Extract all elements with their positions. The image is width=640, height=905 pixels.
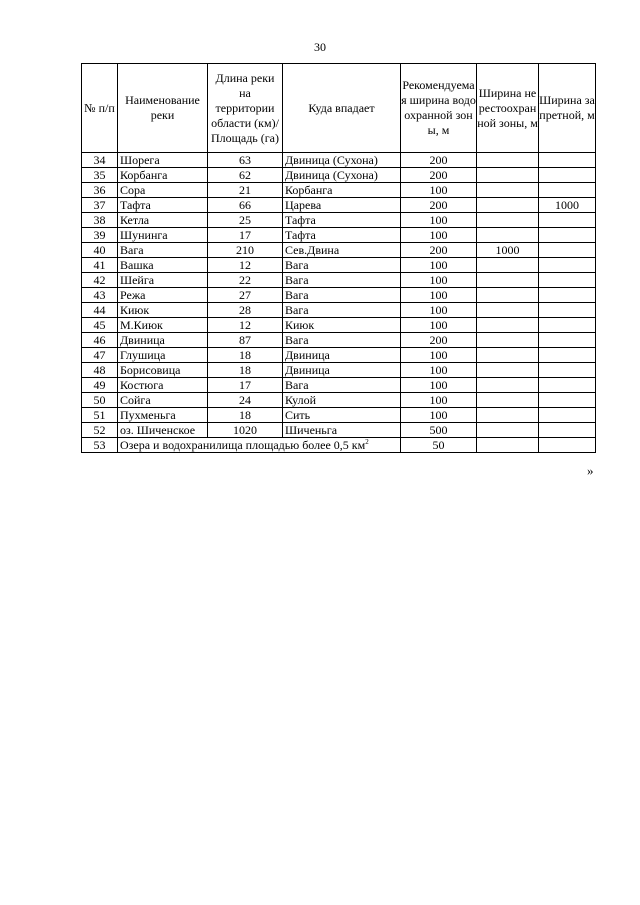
cell-recommended-width: 200	[401, 168, 477, 183]
cell-recommended-width: 100	[401, 228, 477, 243]
table-row	[82, 408, 596, 423]
table-row-lakes	[82, 438, 596, 453]
cell-length: 27	[208, 288, 283, 303]
table-row	[82, 258, 596, 273]
superscript-unit: 2	[365, 438, 369, 446]
cell-river-name: Сора	[118, 183, 208, 198]
cell-river-name: Вага	[118, 243, 208, 258]
cell-forbidden-width	[539, 393, 596, 408]
table-row	[82, 348, 596, 363]
cell-spawning-width	[477, 378, 539, 393]
cell-recommended-width: 100	[401, 318, 477, 333]
cell-flows-into: Двиница (Сухона)	[283, 168, 401, 183]
cell-recommended-width: 100	[401, 183, 477, 198]
cell-length: 66	[208, 198, 283, 213]
cell-river-name: Корбанга	[118, 168, 208, 183]
cell-forbidden-width	[539, 228, 596, 243]
cell-river-name: оз. Шиченское	[118, 423, 208, 438]
header-spawning-width: Ширина нерестоохранной зоны, м	[477, 64, 539, 153]
cell-river-name: Режа	[118, 288, 208, 303]
table-row	[82, 333, 596, 348]
header-recommended-width: Рекомендуемая ширина водоохранной зоны, м	[401, 64, 477, 153]
cell-num: 35	[82, 168, 118, 183]
cell-spawning-width	[477, 348, 539, 363]
cell-num: 53	[82, 438, 118, 453]
cell-spawning-width	[477, 318, 539, 333]
cell-num: 38	[82, 213, 118, 228]
cell-length: 18	[208, 408, 283, 423]
cell-forbidden-width	[539, 258, 596, 273]
cell-flows-into: Двиница (Сухона)	[283, 153, 401, 168]
cell-recommended-width: 100	[401, 288, 477, 303]
cell-num: 34	[82, 153, 118, 168]
cell-forbidden-width	[539, 408, 596, 423]
cell-num: 42	[82, 273, 118, 288]
cell-recommended-width: 100	[401, 303, 477, 318]
table-row	[82, 243, 596, 258]
cell-forbidden-width	[539, 333, 596, 348]
header-num: № п/п	[82, 64, 118, 153]
cell-forbidden-width	[539, 348, 596, 363]
cell-length: 62	[208, 168, 283, 183]
table-body	[82, 153, 596, 453]
cell-flows-into: Шиченьга	[283, 423, 401, 438]
cell-river-name: Вашка	[118, 258, 208, 273]
cell-river-name: Глушица	[118, 348, 208, 363]
table-row	[82, 273, 596, 288]
cell-num: 50	[82, 393, 118, 408]
cell-flows-into: Двиница	[283, 348, 401, 363]
cell-flows-into: Вага	[283, 378, 401, 393]
cell-spawning-width	[477, 213, 539, 228]
cell-forbidden-width	[539, 183, 596, 198]
cell-length: 210	[208, 243, 283, 258]
cell-spawning-width	[477, 303, 539, 318]
cell-recommended-width: 100	[401, 213, 477, 228]
cell-forbidden-width	[539, 273, 596, 288]
cell-length: 21	[208, 183, 283, 198]
cell-num: 45	[82, 318, 118, 333]
table-header-row	[82, 64, 596, 153]
cell-river-name: Кетла	[118, 213, 208, 228]
cell-forbidden-width	[539, 303, 596, 318]
cell-recommended-width: 100	[401, 273, 477, 288]
cell-num: 41	[82, 258, 118, 273]
cell-river-name: Шунинга	[118, 228, 208, 243]
cell-forbidden-width	[539, 213, 596, 228]
river-protection-zones-table	[81, 63, 596, 453]
table-row	[82, 153, 596, 168]
cell-length: 17	[208, 378, 283, 393]
cell-recommended-width: 100	[401, 363, 477, 378]
cell-flows-into: Вага	[283, 333, 401, 348]
table-row	[82, 318, 596, 333]
cell-length: 12	[208, 318, 283, 333]
cell-flows-into: Сев.Двина	[283, 243, 401, 258]
cell-flows-into: Вага	[283, 258, 401, 273]
cell-recommended-width: 50	[401, 438, 477, 453]
cell-length: 22	[208, 273, 283, 288]
cell-num: 46	[82, 333, 118, 348]
cell-recommended-width: 100	[401, 393, 477, 408]
cell-spawning-width	[477, 228, 539, 243]
cell-length: 17	[208, 228, 283, 243]
cell-flows-into: Вага	[283, 303, 401, 318]
cell-flows-into: Корбанга	[283, 183, 401, 198]
cell-river-name: Киюк	[118, 303, 208, 318]
cell-river-name: Костюга	[118, 378, 208, 393]
header-length: Длина реки на территории области (км)/ Площадь (га)	[208, 64, 283, 153]
cell-flows-into: Сить	[283, 408, 401, 423]
cell-forbidden-width	[539, 378, 596, 393]
cell-num: 43	[82, 288, 118, 303]
cell-river-name: Шорега	[118, 153, 208, 168]
cell-recommended-width: 100	[401, 348, 477, 363]
header-flows-into: Куда впадает	[283, 64, 401, 153]
cell-lakes-description	[118, 438, 401, 453]
cell-spawning-width	[477, 258, 539, 273]
cell-flows-into: Вага	[283, 273, 401, 288]
cell-length: 63	[208, 153, 283, 168]
cell-spawning-width	[477, 183, 539, 198]
table-row	[82, 378, 596, 393]
table-row	[82, 288, 596, 303]
cell-spawning-width	[477, 168, 539, 183]
cell-flows-into: Киюк	[283, 318, 401, 333]
cell-flows-into: Тафта	[283, 213, 401, 228]
cell-river-name: Борисовица	[118, 363, 208, 378]
table-row	[82, 168, 596, 183]
cell-spawning-width	[477, 198, 539, 213]
table-row	[82, 303, 596, 318]
cell-num: 51	[82, 408, 118, 423]
cell-recommended-width: 100	[401, 378, 477, 393]
cell-length: 18	[208, 348, 283, 363]
cell-spawning-width	[477, 393, 539, 408]
cell-length: 18	[208, 363, 283, 378]
cell-spawning-width	[477, 273, 539, 288]
cell-num: 37	[82, 198, 118, 213]
cell-length: 25	[208, 213, 283, 228]
cell-forbidden-width	[539, 318, 596, 333]
cell-forbidden-width: 1000	[539, 198, 596, 213]
cell-flows-into: Тафта	[283, 228, 401, 243]
cell-length: 12	[208, 258, 283, 273]
closing-quote-mark: »	[587, 463, 594, 478]
cell-length: 24	[208, 393, 283, 408]
cell-forbidden-width	[539, 363, 596, 378]
cell-forbidden-width	[539, 168, 596, 183]
table-row	[82, 213, 596, 228]
cell-length: 87	[208, 333, 283, 348]
cell-num: 44	[82, 303, 118, 318]
table-row	[82, 363, 596, 378]
cell-spawning-width	[477, 408, 539, 423]
cell-recommended-width: 100	[401, 408, 477, 423]
cell-recommended-width: 100	[401, 258, 477, 273]
cell-river-name: М.Киюк	[118, 318, 208, 333]
cell-forbidden-width	[539, 423, 596, 438]
cell-river-name: Сойга	[118, 393, 208, 408]
table-row	[82, 423, 596, 438]
cell-recommended-width: 200	[401, 243, 477, 258]
cell-length: 1020	[208, 423, 283, 438]
cell-num: 39	[82, 228, 118, 243]
cell-recommended-width: 200	[401, 153, 477, 168]
cell-recommended-width: 500	[401, 423, 477, 438]
header-river-name: Наименование реки	[118, 64, 208, 153]
cell-num: 40	[82, 243, 118, 258]
cell-spawning-width	[477, 333, 539, 348]
cell-river-name: Пухменьга	[118, 408, 208, 423]
lakes-description-text: Озера и водохранилища площадью более 0,5 км	[120, 438, 366, 452]
cell-river-name: Тафта	[118, 198, 208, 213]
cell-num: 49	[82, 378, 118, 393]
cell-num: 48	[82, 363, 118, 378]
table-row	[82, 183, 596, 198]
cell-spawning-width	[477, 153, 539, 168]
cell-forbidden-width	[539, 288, 596, 303]
cell-river-name: Двиница	[118, 333, 208, 348]
cell-num: 52	[82, 423, 118, 438]
cell-spawning-width	[477, 288, 539, 303]
cell-forbidden-width	[539, 243, 596, 258]
cell-spawning-width	[477, 438, 539, 453]
cell-num: 47	[82, 348, 118, 363]
header-forbidden-width: Ширина запретной, м	[539, 64, 596, 153]
table-row	[82, 198, 596, 213]
cell-flows-into: Двиница	[283, 363, 401, 378]
cell-forbidden-width	[539, 438, 596, 453]
cell-spawning-width	[477, 423, 539, 438]
table-row	[82, 393, 596, 408]
cell-spawning-width: 1000	[477, 243, 539, 258]
cell-flows-into: Царева	[283, 198, 401, 213]
cell-forbidden-width	[539, 153, 596, 168]
cell-num: 36	[82, 183, 118, 198]
cell-length: 28	[208, 303, 283, 318]
cell-spawning-width	[477, 363, 539, 378]
cell-flows-into: Вага	[283, 288, 401, 303]
cell-recommended-width: 200	[401, 333, 477, 348]
cell-river-name: Шейга	[118, 273, 208, 288]
cell-flows-into: Кулой	[283, 393, 401, 408]
table-row	[82, 228, 596, 243]
cell-recommended-width: 200	[401, 198, 477, 213]
page-number: 30	[314, 40, 326, 54]
